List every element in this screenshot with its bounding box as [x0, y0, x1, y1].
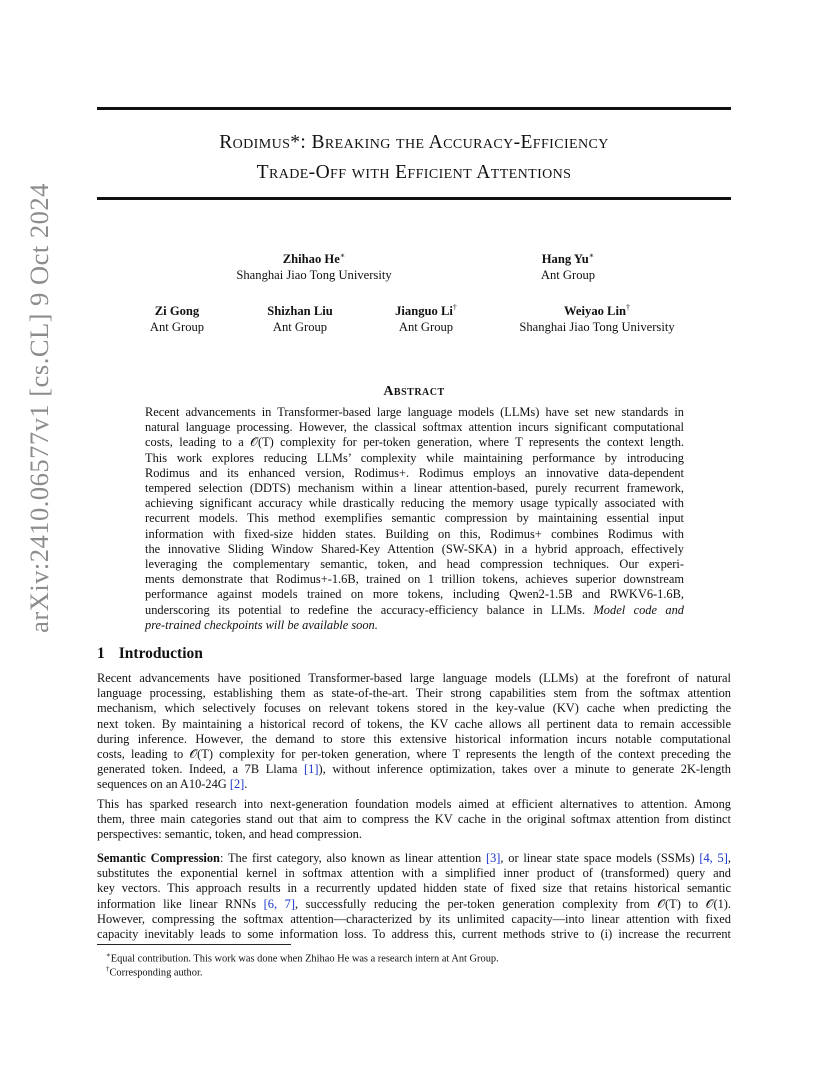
footnote-corresponding-author [106, 962, 202, 980]
author-zi-gong [127, 300, 227, 335]
abstract-text: underscoring its potential to redefine the accuracy-efficiency balance in LLMs. [145, 602, 594, 617]
author-shizhan-liu [248, 300, 352, 335]
citation-link[interactable]: [4, 5] [699, 851, 728, 865]
author-weiyao-lin [504, 300, 690, 335]
author-affiliation: Ant Group [149, 320, 205, 335]
title-line-2: Trade-Off with Efficient Attentions [256, 162, 572, 183]
author-jianguo-li [374, 300, 478, 335]
section-heading-introduction [97, 645, 203, 663]
abstract-italic-note: Model code and [593, 602, 684, 617]
paragraph-line: capacity inevitably leads to some information loss. To address this, current methods strive to (i) increase the recurrent [97, 927, 731, 942]
author-name: Hang Yu [541, 252, 589, 267]
author-mark: † [625, 303, 630, 312]
author-name: Weiyao Lin [564, 304, 626, 319]
abstract-line: This work explores reducing LLMs’ complexity while maintaining performance by introducing [145, 450, 684, 465]
author-name: Zi Gong [154, 304, 200, 319]
author-affiliation: Ant Group [398, 320, 454, 335]
abstract-line: natural language processing. However, the classical softmax attention incurs significant computational [145, 420, 684, 435]
abstract-line: information with fixed-size hidden states. Building on this, Rodimus+ combines Rodimus with [145, 526, 684, 541]
intro-paragraph-1 [97, 671, 731, 793]
abstract-line: ments demonstrate that Rodimus+-1.6B, trained on 1 trillion tokens, achieves superior downstream [145, 572, 684, 587]
title-rule-bottom [97, 197, 731, 200]
footnote-mark: † [106, 965, 110, 973]
abstract-line: leveraging the complementary semantic, token, and head compression techniques. Our experi- [145, 557, 684, 572]
paragraph-line [97, 777, 731, 792]
paragraph-text: sequences on an A10-24G [97, 777, 230, 792]
author-affiliation: Ant Group [272, 320, 328, 335]
arxiv-side-stamp: arXiv:2410.06577v1 [cs.CL] 9 Oct 2024 [24, 183, 54, 633]
abstract-italic-note: pre-trained checkpoints will be available soon. [145, 617, 378, 632]
paragraph-text: . [244, 777, 248, 792]
abstract-line: recurrent models. This method exemplifies semantic compression by maintaining essential input [145, 511, 684, 526]
abstract-line [145, 618, 684, 633]
paragraph-line: This has sparked research into next-generation foundation models aimed at efficient alternatives to attention. Among [97, 797, 731, 811]
author-name: Shizhan Liu [267, 304, 333, 319]
intro-paragraph-2 [97, 797, 731, 843]
citation-link[interactable]: [3] [485, 851, 501, 865]
paragraph-text: , [727, 851, 731, 865]
paragraph-line [97, 897, 731, 912]
paragraph-text: ), without inference optimization, takes over a minute to generate 2K-length [318, 762, 731, 777]
section-title: Introduction [118, 645, 203, 662]
abstract-line: tempered selection (DDTS) mechanism within a linear attention-based, purely recurrent framework, [145, 481, 684, 496]
abstract-line: the innovative Sliding Window Shared-Key Attention (SW-SKA) in a hybrid approach, effectively [145, 541, 684, 556]
paragraph-text: , successfully reducing the per-token generation complexity from 𝒪(T) to 𝒪(1). [294, 896, 731, 911]
author-affiliation: Shanghai Jiao Tong University [236, 268, 392, 283]
author-mark: † [452, 303, 457, 312]
paragraph-text: : The first category, also known as linear attention [219, 851, 486, 865]
paragraph-line: substitutes the exponential kernel in softmax attention with a simplified inner product of (transformed) query and [97, 866, 731, 881]
paragraph-line: during inference. However, the demand to store this extensive historical information incurs notable computational [97, 731, 731, 746]
paragraph-lead: Semantic Compression [97, 851, 220, 865]
footnote-rule [97, 944, 291, 945]
intro-paragraph-3 [97, 851, 731, 942]
abstract-line: costs, leading to a 𝒪(T) complexity for per-token generation, where T represents the context length. [145, 435, 684, 450]
paragraph-line: However, compressing the softmax attention—characterized by its unlimited capacity—into linear attention with fixed [97, 911, 731, 926]
paper-title [97, 128, 731, 188]
footnote-text: Equal contribution. This work was done when Zhihao He was a research intern at Ant Group. [110, 953, 499, 965]
author-mark: ∗ [339, 251, 346, 260]
footnote-mark: ∗ [106, 951, 111, 959]
citation-link[interactable]: [6, 7] [263, 896, 295, 911]
footnote-text: Corresponding author. [109, 967, 203, 979]
author-hang-yu [508, 248, 628, 283]
paragraph-line: key vectors. This approach results in a recurrently updated hidden state of fixed size that retains historical semantic [97, 881, 731, 896]
paragraph-line [97, 762, 731, 777]
section-number: 1 [97, 645, 105, 662]
author-mark: ∗ [588, 251, 595, 260]
author-affiliation: Shanghai Jiao Tong University [519, 320, 675, 335]
paragraph-line: perspectives: semantic, token, and head compression. [97, 827, 362, 842]
paragraph-line [97, 851, 731, 866]
title-line-1: Rodimus*: Breaking the Accuracy-Efficiency [219, 132, 609, 153]
paragraph-text: information like linear RNNs [97, 896, 264, 911]
citation-link[interactable]: [1] [304, 762, 319, 777]
title-rule-top [97, 107, 731, 110]
paragraph-text: generated token. Indeed, a 7B Llama [97, 762, 305, 777]
author-name: Zhihao He [282, 252, 340, 267]
abstract-line: Recent advancements in Transformer-based large language models (LLMs) have set new standards in [145, 405, 684, 419]
paragraph-line: Recent advancements have positioned Transformer-based large language models (LLMs) at the forefront of natural [97, 671, 731, 685]
abstract-body [145, 405, 684, 633]
paragraph-line: costs, leading to 𝒪(T) complexity for per-token generation, where T represents the length of the context preceding the [97, 747, 731, 762]
author-zhihao-he [214, 248, 414, 283]
paragraph-text: , or linear state space models (SSMs) [500, 851, 700, 865]
abstract-line: performance against models trained on more tokens, including Qwen2-1.5B and RWKV6-1.6B, [145, 587, 684, 602]
abstract-line: Rodimus and its enhanced version, Rodimus+. Rodimus employs an innovative data-dependent [145, 465, 684, 480]
paragraph-line: mechanism, which selectively focuses on relevant tokens stored in the key-value (KV) cache when predicting the [97, 701, 731, 716]
abstract-line [145, 603, 684, 618]
citation-link[interactable]: [2] [229, 777, 245, 792]
paragraph-line: language processing, establishing them as state-of-the-art. Their strong capabilities stem from the softmax attention [97, 686, 731, 701]
author-affiliation: Ant Group [540, 268, 596, 283]
abstract-heading: Abstract [383, 384, 445, 399]
paragraph-line: them, three main categories stand out that aim to compress the KV cache in the original softmax attention from distinct [97, 812, 731, 827]
abstract-line: achieving significant accuracy while drastically reducing the memory usage typically associated with [145, 496, 684, 511]
author-name: Jianguo Li [395, 304, 453, 319]
paragraph-line: next token. By maintaining a historical record of tokens, the KV cache allows all pertinent data to remain accessible [97, 716, 731, 731]
